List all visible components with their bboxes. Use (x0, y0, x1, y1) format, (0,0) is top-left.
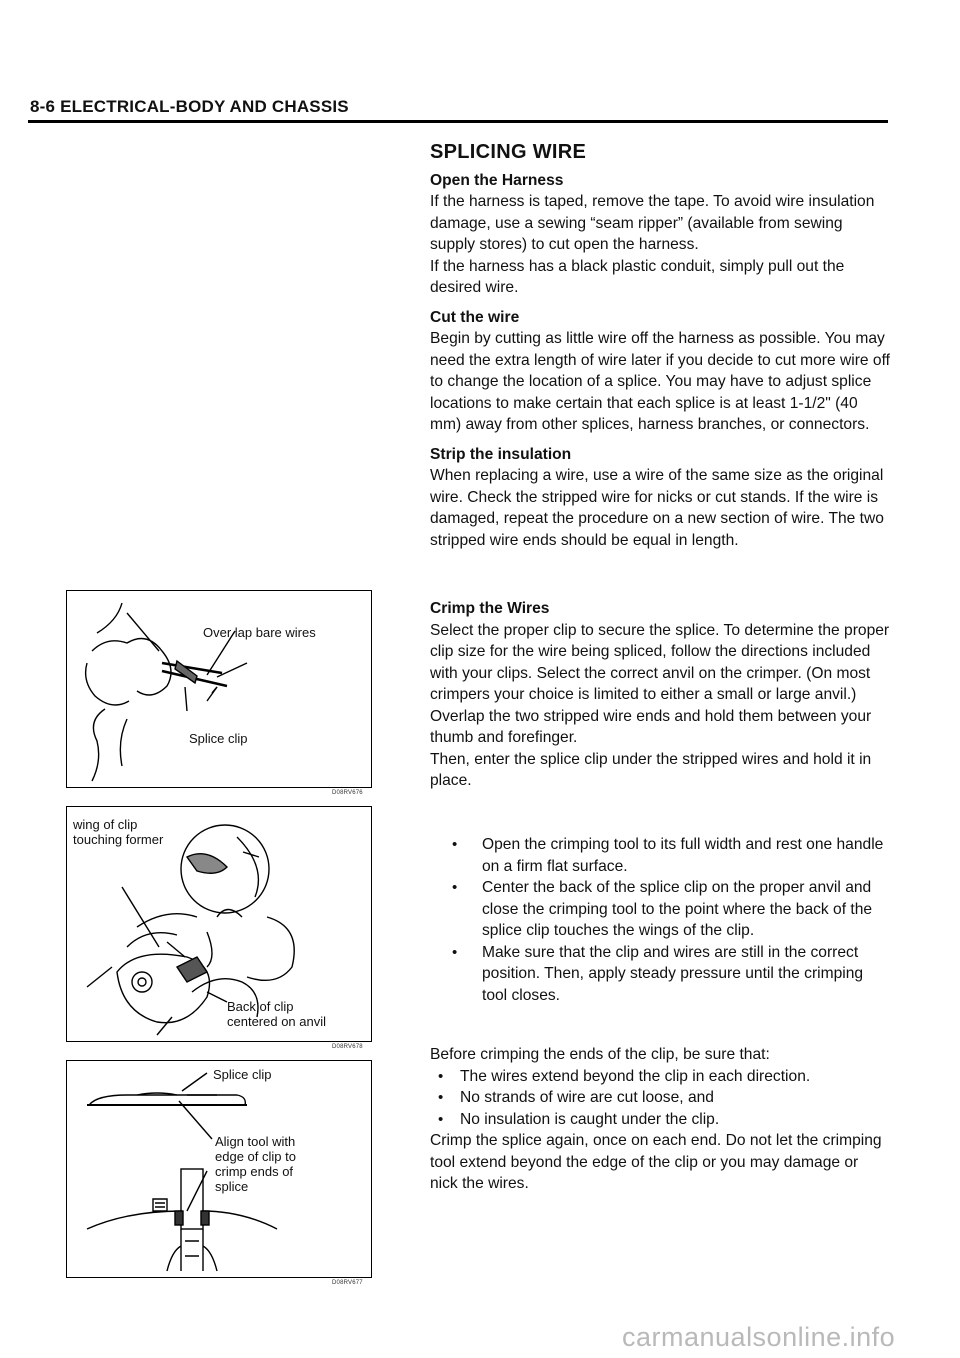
open-harness-heading: Open the Harness (430, 171, 564, 189)
label-back-of-clip: Back of clip (227, 999, 294, 1014)
label-over-lap: Over lap bare wires (203, 625, 316, 640)
label-wing-of-clip: wing of clip (73, 817, 138, 832)
label-touching-former: touching former (73, 832, 164, 847)
cut-wire-para: Begin by cutting as little wire off the harness as possible. You may need the extra length of wire later if you decide to cut more wire off to change the location of a splice. You may have to adjust splice locations to make certain that each splice is at least 1-1/2" (40 mm) away from other splices, harness branches, or connectors. (430, 330, 890, 433)
overlap-wires-illustration (67, 591, 371, 787)
strip-para: When replacing a wire, use a wire of the same size as the original wire. Check the stripped wire for nicks or cut stands. If the wire is damaged, repeat the procedure on a new section of wire. The two stripped wire ends should be equal in length. (430, 467, 884, 549)
section-title: SPLICING WIRE (430, 141, 587, 163)
figure-align-tool (66, 1060, 372, 1278)
check-item: • No strands of wire are cut loose, and (430, 1087, 890, 1109)
figure-overlap-wires (66, 590, 372, 788)
header-rule (28, 120, 888, 123)
check-item: • The wires extend beyond the clip in each direction. (430, 1066, 890, 1088)
watermark: carmanualsonline.info (622, 1322, 896, 1352)
figure-code: D08RV677 (332, 1280, 363, 1286)
strip-heading: Strip the insulation (430, 445, 572, 463)
label-splice-clip: Splice clip (213, 1067, 272, 1082)
page-header: 8-6 ELECTRICAL-BODY AND CHASSIS (30, 97, 349, 116)
before-crimp-intro: Before crimping the ends of the clip, be sure that: (430, 1046, 770, 1063)
label-centered-on-anvil: centered on anvil (227, 1014, 327, 1029)
figure-crimp-anvil (66, 806, 372, 1042)
text-block-crimp (430, 598, 890, 792)
crimp-bullet: • Open the crimping tool to its full width and rest one handle on a firm flat surface. (430, 834, 890, 877)
label-edge-of-clip: edge of clip to (215, 1149, 296, 1164)
crimp-final: Crimp the splice again, once on each end. Do not let the crimping tool extend beyond the edge of the clip or you may damage or nick the wires. (430, 1132, 882, 1192)
label-splice: splice (215, 1179, 249, 1194)
crimp-heading: Crimp the Wires (430, 600, 550, 617)
open-harness-para2: If the harness has a black plastic conduit, simply pull out the desired wire. (430, 257, 845, 296)
label-splice-clip: Splice clip (189, 731, 248, 746)
crimp-bullet: • Make sure that the clip and wires are still in the correct position. Then, apply steady pressure until the crimping tool closes. (430, 942, 890, 1007)
cut-wire-heading: Cut the wire (430, 308, 520, 326)
open-harness-para1: If the harness is taped, remove the tape. To avoid wire insulation damage, use a sewing “seam ripper” (available from sewing supply stores) to cut open the harness. (430, 193, 875, 253)
crimp-para2: Then, enter the splice clip under the stripped wires and hold it in place. (430, 750, 872, 789)
label-crimp-ends: crimp ends of (215, 1164, 294, 1179)
figure-code: D08RV678 (332, 1044, 363, 1050)
text-block-splicing (430, 142, 890, 551)
check-item: • No insulation is caught under the clip. (430, 1109, 890, 1131)
crimp-para1: Select the proper clip to secure the splice. To determine the proper clip size for the wire being spliced, follow the directions included with your clips. Select the correct anvil on the crimper. (On most crimpers your choice is limited to either a small or large anvil.) Overlap the two stripped wire ends and hold them between your thumb and forefinger. (430, 621, 890, 746)
crimp-bullet: • Center the back of the splice clip on the proper anvil and close the crimping tool to the point where the back of the splice clip touches the wings of the clip. (430, 877, 890, 942)
figure-code: D08RV676 (332, 790, 363, 796)
label-align-tool: Align tool with (215, 1134, 296, 1149)
before-crimp-block (430, 1044, 890, 1195)
crimp-bullets-block (430, 834, 890, 1006)
